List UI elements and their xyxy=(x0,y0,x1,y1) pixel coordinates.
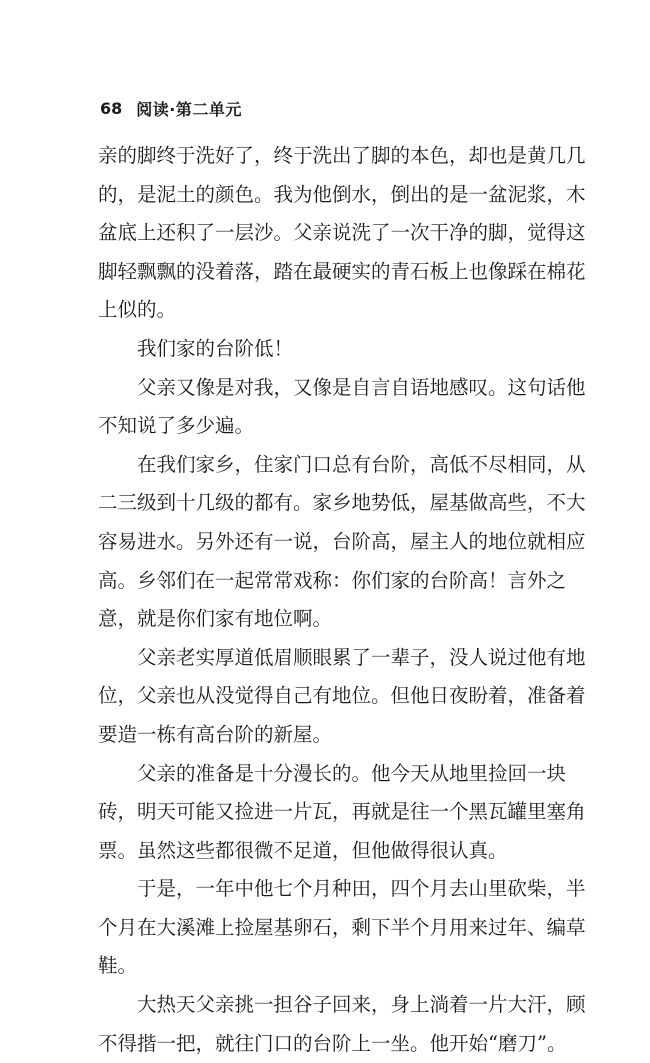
text-line: 砖，明天可能又捡进一片瓦，再就是往一个黑瓦罐里塞角 xyxy=(98,800,586,824)
body-text xyxy=(98,137,586,1063)
text-line: 容易进水。另外还有一说，台阶高，屋主人的地位就相应 xyxy=(98,529,586,553)
text-line: 我们家的台阶低！ xyxy=(137,336,294,360)
text-line: 父亲的准备是十分漫长的。他今天从地里捡回一块 xyxy=(137,761,567,785)
text-line: 不得揩一把，就往门口的台阶上一坐。他开始“磨刀”。 xyxy=(98,1031,567,1055)
text-line: 上似的。 xyxy=(98,298,177,322)
text-line: 的，是泥土的颜色。我为他倒水，倒出的是一盆泥浆，木 xyxy=(98,182,586,206)
text-line: 盆底上还积了一层沙。父亲说洗了一次干净的脚，觉得这 xyxy=(98,221,586,245)
text-line: 亲的脚终于洗好了，终于洗出了脚的本色，却也是黄几几 xyxy=(98,144,586,167)
page-header xyxy=(100,96,242,120)
text-line: 高。乡邻们在一起常常戏称：你们家的台阶高！言外之 xyxy=(98,568,567,592)
text-line: 脚轻飘飘的没着落，踏在最硬实的青石板上也像踩在棉花 xyxy=(98,259,586,283)
text-line: 父亲又像是对我，又像是自言自语地感叹。这句话他 xyxy=(137,375,586,399)
text-line: 位，父亲也从没觉得自己有地位。但他日夜盼着，准备着 xyxy=(98,684,586,708)
text-line: 于是，一年中他七个月种田，四个月去山里砍柴，半 xyxy=(137,877,586,901)
text-line: 在我们家乡，住家门口总有台阶，高低不尽相同，从 xyxy=(137,452,586,476)
text-line: 票。虽然这些都很微不足道，但他做得很认真。 xyxy=(98,838,508,862)
page-number: 68 xyxy=(100,98,123,118)
text-line: 意，就是你们家有地位啊。 xyxy=(98,607,333,631)
text-line: 二三级到十几级的都有。家乡地势低，屋基做高些，不大 xyxy=(98,491,586,515)
text-line: 大热天父亲挑一担谷子回来，身上淌着一片大汗，顾 xyxy=(137,993,586,1017)
text-line: 不知说了多少遍。 xyxy=(98,414,255,438)
section-title: 阅读·第二单元 xyxy=(136,99,242,119)
text-line: 个月在大溪滩上捡屋基卵石，剩下半个月用来过年、编草 xyxy=(98,915,586,939)
text-line: 父亲老实厚道低眉顺眼累了一辈子，没人说过他有地 xyxy=(137,645,586,669)
text-line: 要造一栋有高台阶的新屋。 xyxy=(98,722,333,746)
text-line: 鞋。 xyxy=(98,954,138,978)
